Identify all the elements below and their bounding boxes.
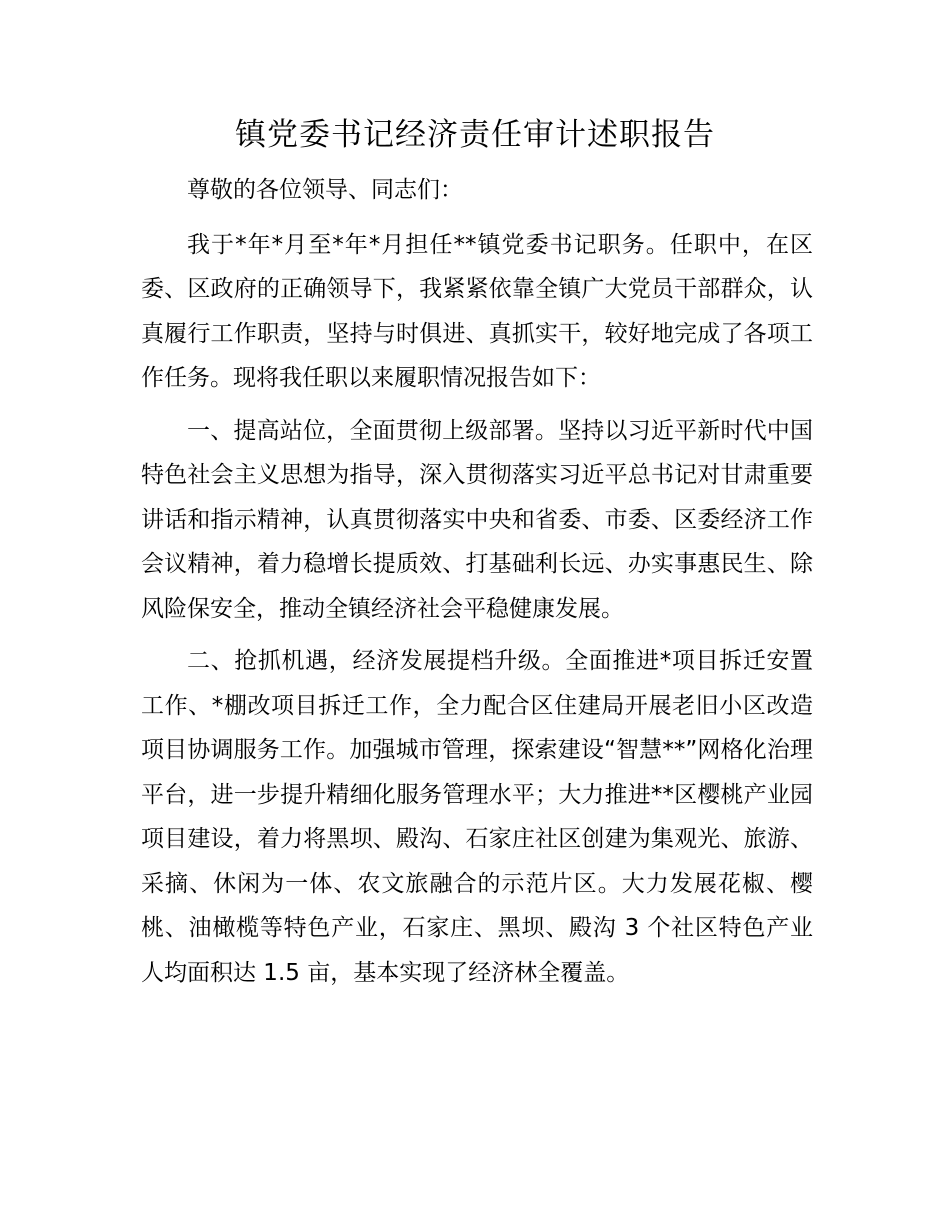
document-body [141, 168, 813, 1003]
section-one-paragraph: 一、提高站位，全面贯彻上级部署。坚持以习近平新时代中国特色社会主义思想为指导，深入贯彻落实习近平总书记对甘肃重要讲话和指示精神，认真贯彻落实中央和省委、市委、区委经济工作会议精神，着力稳增长提质效、打基础利长远、办实事惠民生、除风险保安全，推动全镇经济社会平稳健康发展。 [141, 417, 813, 622]
intro-paragraph: 我于*年*月至*年*月担任**镇党委书记职务。任职中，在区委、区政府的正确领导下，我紧紧依靠全镇广大党员干部群众，认真履行工作职责，坚持与时俱进、真抓实干，较好地完成了各项工作任务。现将我任职以来履职情况报告如下： [141, 231, 813, 391]
section-two-paragraph: 二、抢抓机遇，经济发展提档升级。全面推进*项目拆迁安置工作、*棚改项目拆迁工作，全力配合区住建局开展老旧小区改造项目协调服务工作。加强城市管理，探索建设“智慧**”网格化治理平台，进一步提升精细化服务管理水平；大力推进**区樱桃产业园项目建设，着力将黑坝、殿沟、石家庄社区创建为集观光、旅游、采摘、休闲为一体、农文旅融合的示范片区。大力发展花椒、樱桃、油橄榄等特色产业，石家庄、黑坝、殿沟 3 个社区特色产业人均面积达 1.5 亩，基本实现了经济林全覆盖。 [141, 648, 813, 986]
document-title: 镇党委书记经济责任审计述职报告 [235, 117, 715, 153]
greeting-paragraph: 尊敬的各位领导、同志们： [187, 177, 463, 203]
